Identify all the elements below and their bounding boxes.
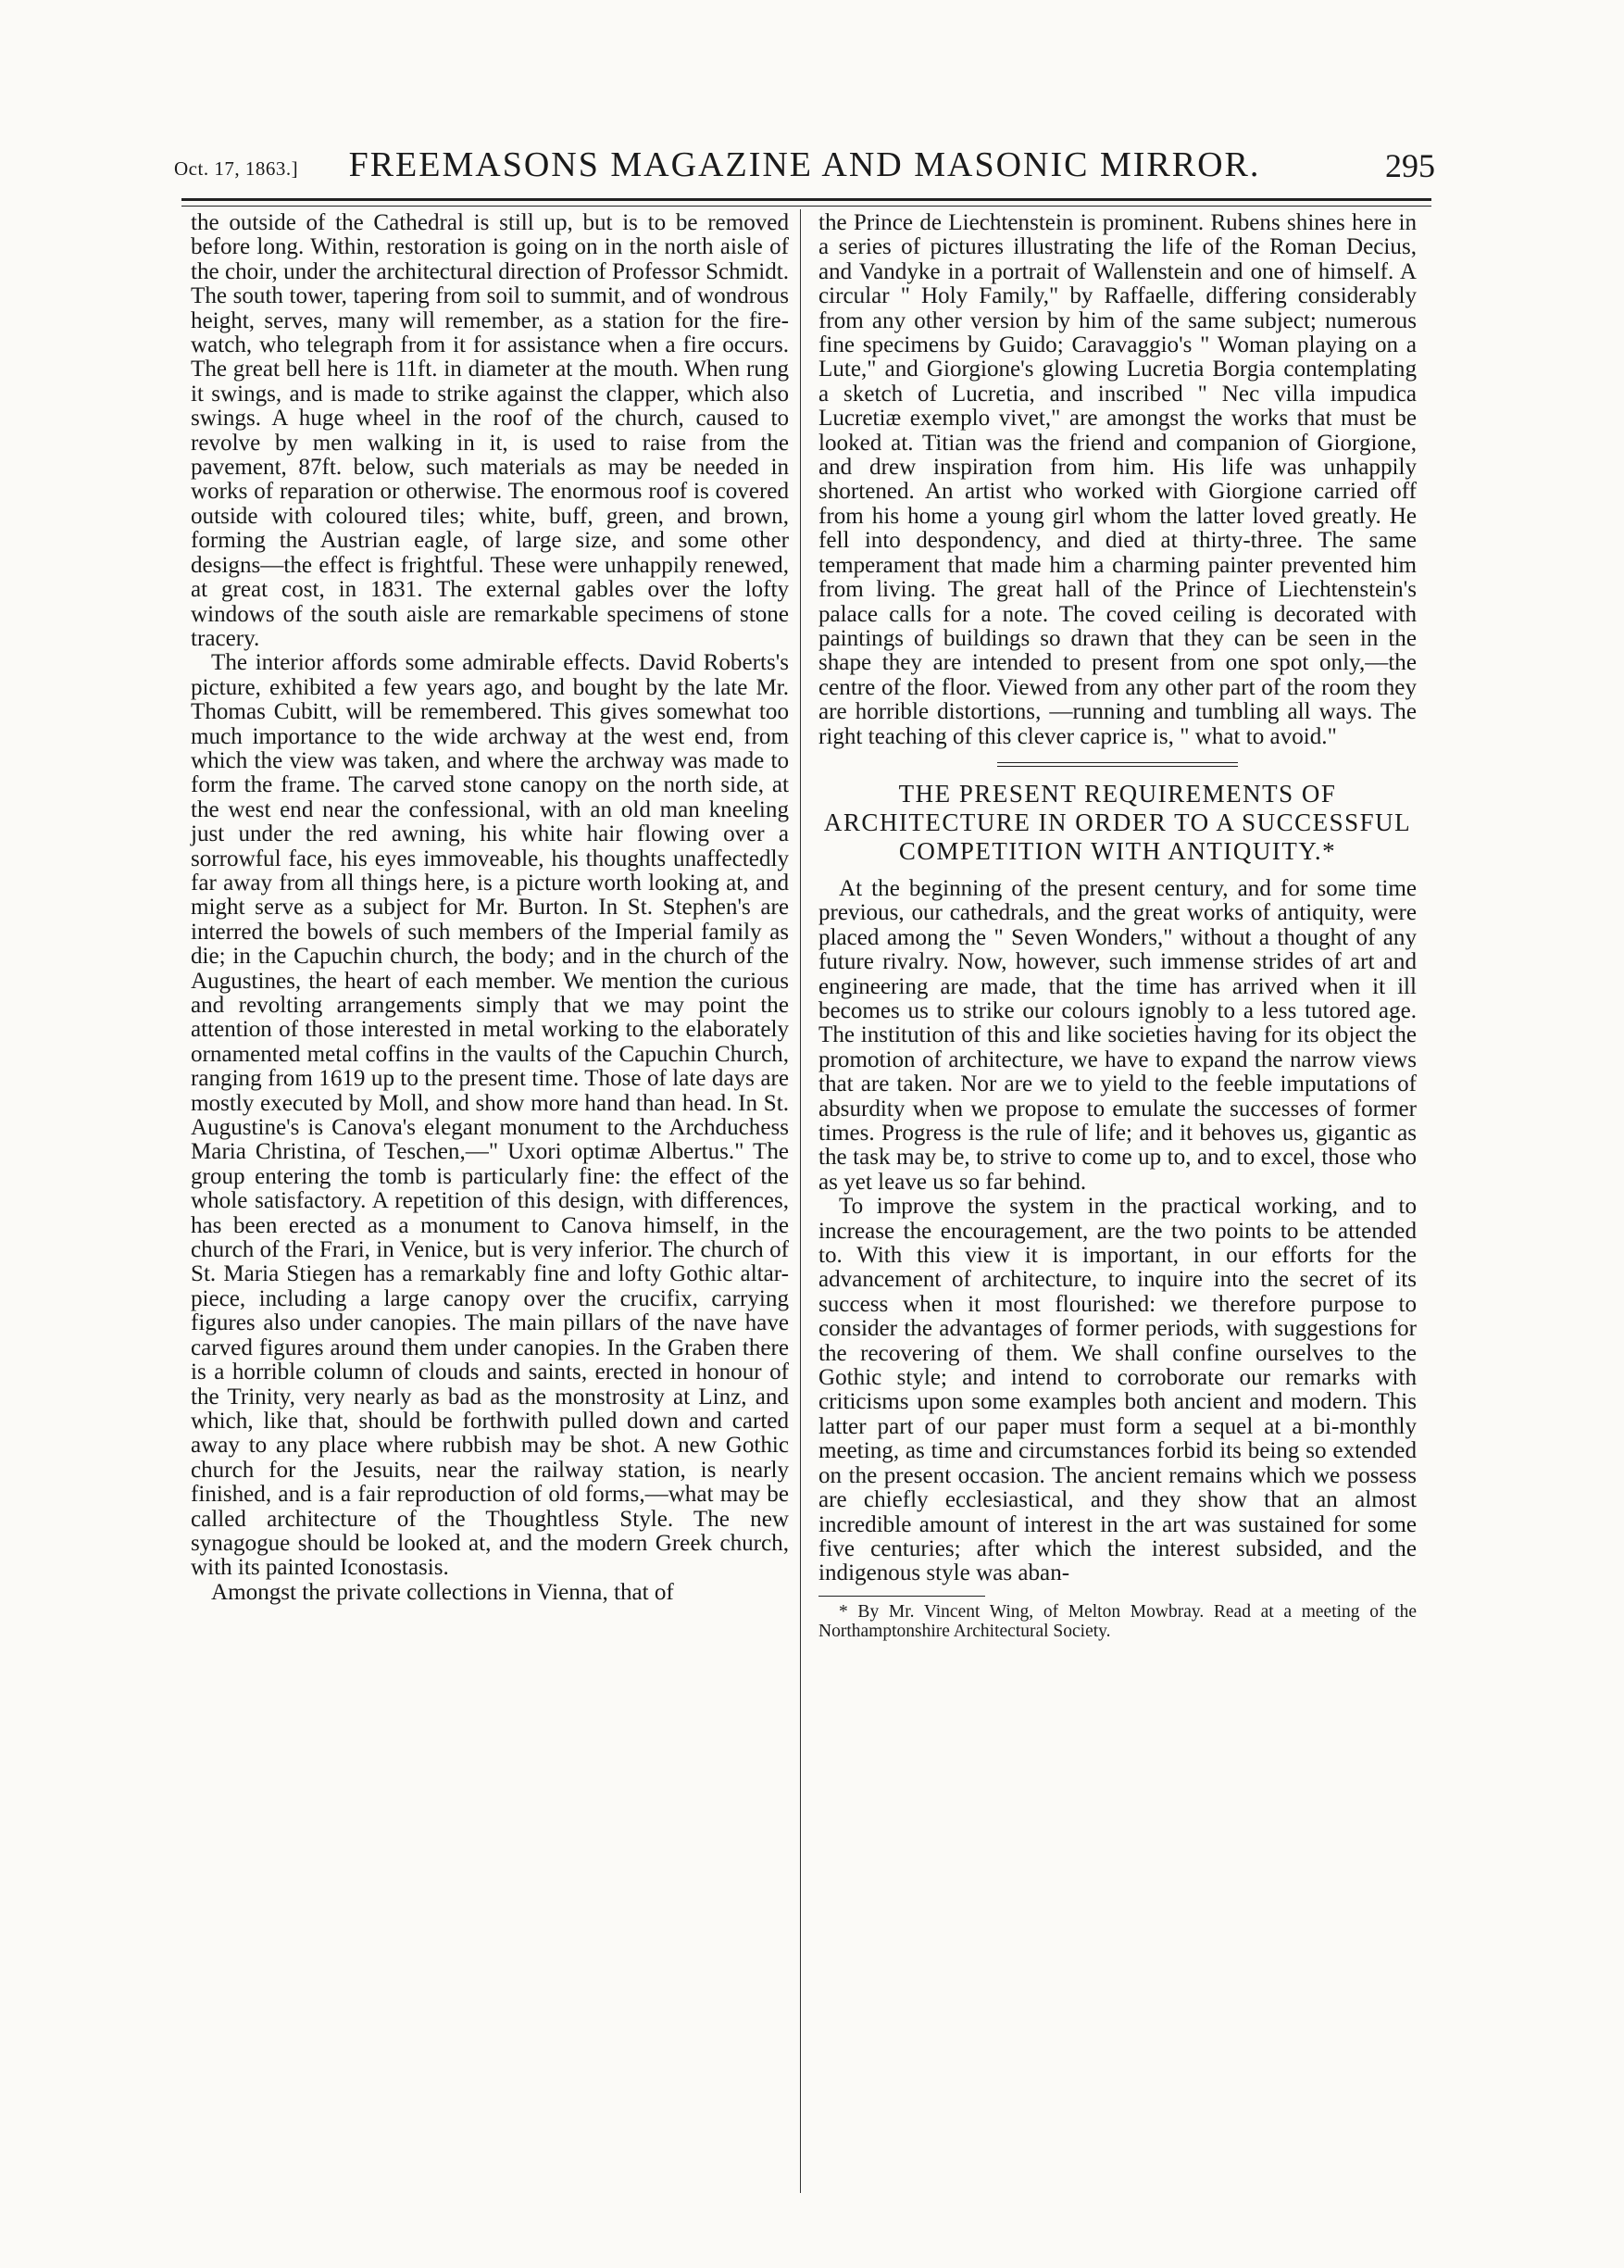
right-column [818,211,1417,2193]
paragraph: The interior affords some admirable effects. David Roberts's picture, exhibited a few years ago, and bought by the late Mr. Thomas Cubitt, will be remembered. This gives somewhat too much importance to the wide archway at the west end, from which the view was taken, and where the archway was made to form the frame. The carved stone canopy on the north side, at the west end near the confessional, with an old man kneeling just under the red awning, his white hair flowing over a sorrowful face, his eyes immoveable, his thoughts unaffectedly far away from all things here, is a picture worth looking at, and might serve as a subject for Mr. Burton. In St. Stephen's are interred the bowels of such members of the Imperial family as die; in the Capuchin church, the body; and in the church of the Augustines, the heart of each member. We mention the curious and revolting arrangements simply that we may point the attention of those interested in metal working to the elaborately ornamented metal coffins in the vaults of the Capuchin Church, ranging from 1619 up to the present time. Those of late days are mostly executed by Moll, and show more hand than head. In St. Augustine's is Canova's elegant monument to the Archduchess Maria Christina, of Teschen,—" Uxori optimæ Albertus." The group entering the tomb is particularly fine: the effect of the whole satisfactory. A repetition of this design, with differences, has been erected as a monument to Canova himself, in the church of the Frari, in Venice, but is very inferior. The church of St. Maria Stiegen has a remarkably fine and lofty Gothic altar-piece, including a large canopy over the crucifix, carrying figures also under canopies. The main pillars of the nave have carved figures around them under canopies. In the Graben there is a horrible column of clouds and saints, erected in honour of the Trinity, very nearly as bad as the monstrosity at Linz, and which, like that, should be forthwith pulled down and carted away to any place where rubbish may be shot. A new Gothic church for the Jesuits, near the railway station, is nearly finished, and is a fair reproduction of old forms,—what may be called architecture of the Thoughtless Style. The new synagogue should be looked at, and the modern Greek church, with its painted Iconostasis. [191,650,789,1581]
article-title: THE PRESENT REQUIREMENTS OF ARCHITECTURE IN ORDER TO A SUCCESSFUL COMPETITION WITH ANTIQUITY.* [823,779,1412,865]
paragraph: the outside of the Cathedral is still up, but is to be removed before long. Within, restoration is going on in the north aisle of the choir, under the architectural direction of Professor Schmidt. The south tower, tapering from soil to summit, and of wondrous height, serves, many will remember, as a station for the fire-watch, who telegraph from it for assistance when a fire occurs. The great bell here is 11ft. in diameter at the mouth. When rung it swings, and is made to strike against the clapper, which also swings. A huge wheel in the roof of the church, caused to revolve by men walking in it, is used to raise from the pavement, 87ft. below, such materials as may be needed in works of reparation or otherwise. The enormous roof is covered outside with coloured tiles; white, buff, green, and brown, forming the Austrian eagle, of large size, and some other designs—the effect is frightful. These were unhappily renewed, at great cost, in 1831. The external gables over the lofty windows of the south aisle are remarkable specimens of stone tracery. [191,210,789,651]
footnote: * By Mr. Vincent Wing, of Melton Mowbray. Read at a meeting of the Northamptonshire Architectural Society. [818,1601,1417,1641]
footnote-rule [818,1596,985,1597]
paragraph: the Prince de Liechtenstein is prominent. Rubens shines here in a series of pictures illustrating the life of the Roman Decius, and Vandyke in a portrait of Wallenstein and one of himself. A circular " Holy Family," by Raffaelle, differing considerably from any other version by him of the same subject; numerous fine specimens by Guido; Caravaggio's " Woman playing on a Lute," and Giorgione's glowing Lucretia Borgia contemplating a sketch of Lucretia, and inscribed " Nec villa impudica Lucretiæ exemplo vivet," are amongst the works that must be looked at. Titian was the friend and companion of Giorgione, and drew inspiration from him. His life was unhappily shortened. An artist who worked with Giorgione carried off from his home a young girl whom the latter loved greatly. He fell into despondency, and died at thirty-three. The same temperament that made him a charming painter prevented him from living. The great hall of the Prince of Liechtenstein's palace calls for a note. The coved ceiling is decorated with paintings of buildings so drawn that they can be seen in the shape they are intended to present from one spot only,—the centre of the floor. Viewed from any other part of the room they are horrible distortions, —running and tumbling all ways. The right teaching of this clever caprice is, " what to avoid." [818,210,1417,749]
paragraph: At the beginning of the present century, and for some time previous, our cathedrals, and the great works of antiquity, were placed among the " Seven Wonders," without a thought of any future rivalry. Now, however, such immense strides of art and engineering are made, that the time has arrived when it ill becomes us to strike our colours ignobly to a less tutored age. The institution of this and like societies having for its object the promotion of architecture, we have to expand the narrow views that are taken. Nor are we to yield to the feeble imputations of absurdity when we propose to emulate the successes of former times. Progress is the rule of life; and it behoves us, gigantic as the task may be, to strive to come up to, and to excel, those who as yet leave us so far behind. [818,875,1417,1195]
left-column [191,211,789,2193]
page-header [174,139,1435,187]
paragraph: To improve the system in the practical working, and to increase the encouragement, are the two points to be attended to. With this view it is important, in our efforts for the advancement of architecture, to inquire into the secret of its success when it most flourished: we therefore purpose to consider the advantages of former periods, with suggestions for the recovering of them. We shall confine ourselves to the Gothic style; and intend to corroborate our remarks with criticisms upon some examples both ancient and modern. This latter part of our paper must form a sequel at a bi-monthly meeting, as time and circumstances forbid its being so extended on the present occasion. The ancient remains which we possess are chiefly ecclesiastical, and they show that an almost incredible amount of interest in the art was sustained for some five centuries; after which the interest subsided, and the indigenous style was aban- [818,1194,1417,1586]
section-rule [997,762,1238,767]
paragraph: Amongst the private collections in Vienna, that of [211,1579,674,1605]
header-rule [181,198,1431,207]
column-divider [800,209,801,2193]
masthead-title: FREEMASONS MAGAZINE AND MASONIC MIRROR. [348,145,1261,184]
page-number: 295 [1385,147,1435,184]
issue-date: Oct. 17, 1863.] [174,157,299,180]
